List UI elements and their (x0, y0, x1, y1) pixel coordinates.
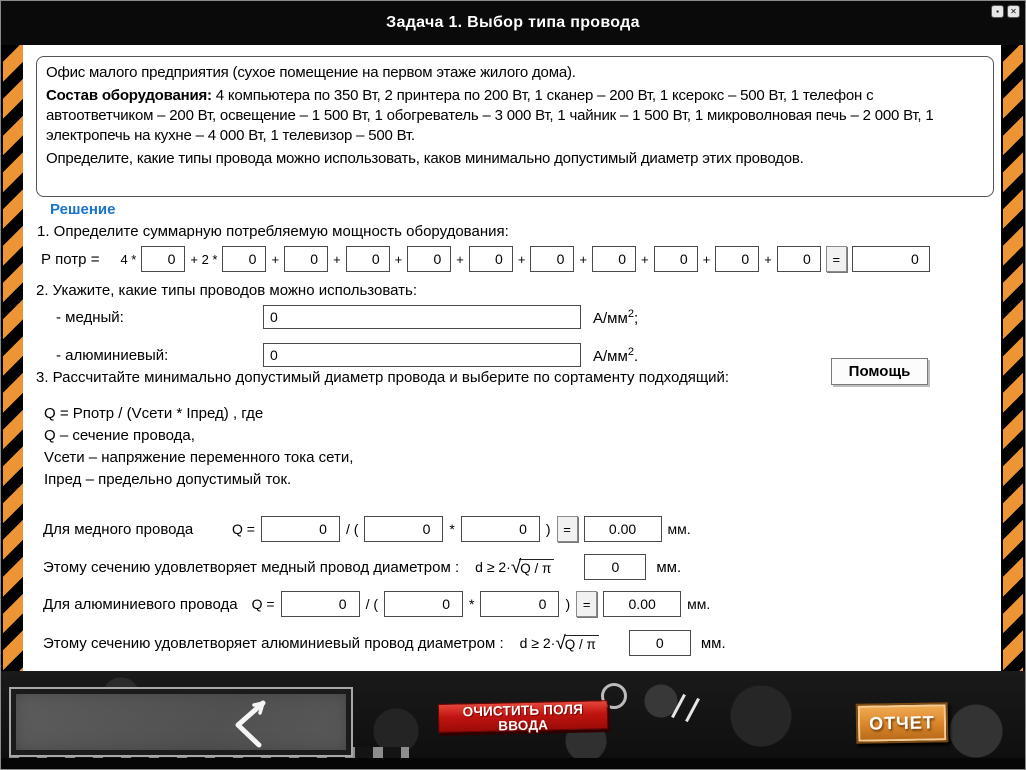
power-input-1[interactable] (141, 246, 185, 272)
power-input-6[interactable] (469, 246, 513, 272)
copper-q-label: Для медного провода (43, 520, 194, 538)
formula-block (44, 403, 353, 491)
copper-diameter-row (43, 554, 681, 580)
footer-art-band (1, 671, 1026, 770)
step1-title: 1. Определите суммарную потребляемую мощность оборудования: (37, 223, 509, 240)
power-input-2[interactable] (222, 246, 266, 272)
plus-sign: + (333, 251, 341, 267)
plus-sign: + (517, 251, 526, 267)
copper-q-row (43, 516, 691, 542)
back-panel-button[interactable] (9, 687, 353, 757)
diameter-formula: d ≥ 2· √ Q / π (475, 559, 554, 576)
plus-sign: + (764, 251, 772, 267)
copper-type-label: - медный: (56, 308, 124, 326)
aluminum-diameter-label: Этому сечению удовлетворяет алюминиевый провод диаметром : (43, 634, 504, 652)
formula-line: Q – сечение провода, (44, 427, 195, 444)
aluminum-q-row (43, 591, 710, 617)
aluminum-diameter-input[interactable] (629, 630, 691, 656)
copper-unit: $А/мм^2$; (593, 307, 639, 327)
coef-2x: + 2 * (190, 251, 218, 267)
copper-q-unit: мм. (667, 521, 691, 537)
multiply-sign: * (449, 521, 455, 537)
copper-q-result[interactable] (584, 516, 662, 542)
copper-q-input-1[interactable] (261, 516, 340, 542)
task-equipment (46, 86, 984, 146)
close-paren: ) (565, 596, 571, 612)
aluminum-q-input-1[interactable] (281, 591, 360, 617)
bottom-strip (1, 758, 1026, 770)
title-bar (1, 1, 1025, 45)
hazard-stripe-right (1003, 45, 1023, 769)
q-equals-label: Q = (251, 596, 275, 612)
footer-art (671, 694, 686, 718)
radical-icon: √ (510, 556, 522, 578)
p-total-label: Р потр = (41, 250, 100, 268)
plus-sign: + (456, 251, 464, 267)
aluminum-q-input-2[interactable] (384, 591, 463, 617)
copper-diameter-unit: мм. (656, 558, 682, 576)
window-title: Задача 1. Выбор типа провода (386, 14, 640, 31)
solution-header[interactable]: Решение (50, 201, 116, 218)
formula-line: Vсети – напряжение переменного тока сети, (44, 449, 354, 466)
equipment-label: Состав оборудования: (46, 87, 212, 104)
copper-type-input[interactable] (263, 305, 581, 329)
formula-line: Q = Рпотр / (Vсети * Iпред) , где (44, 405, 264, 422)
plus-sign: + (702, 251, 711, 267)
aluminum-diameter-row (43, 630, 726, 656)
power-input-8[interactable] (592, 246, 636, 272)
power-input-11[interactable] (777, 246, 821, 272)
equals-button-copper[interactable]: = (557, 516, 578, 542)
aluminum-unit: $А/мм^2$. (593, 345, 639, 365)
clear-fields-button[interactable]: ОЧИСТИТЬ ПОЛЯ ВВОДА (438, 700, 609, 733)
power-total-field[interactable] (852, 246, 930, 272)
power-input-5[interactable] (407, 246, 451, 272)
equipment-text: 4 компьютера по 350 Вт, 2 принтера по 200 Вт, 1 сканер – 200 Вт, 1 ксерокс – 500 Вт, 1 телефон с автоответчиком – 200 Вт, освещение – 1 500 Вт, 1 обогреватель – 3 000 Вт, 1 чайник – 1 500 Вт, 1 микроволновая печь – 2 000 Вт, 1 электропечь на кухне – 4 000 Вт, 1 телевизор – 500 Вт. (46, 87, 934, 144)
footer-art (685, 698, 700, 722)
coef-4x: 4 * (120, 251, 137, 267)
power-input-7[interactable] (530, 246, 574, 272)
equals-button-aluminum[interactable]: = (576, 591, 597, 617)
close-paren: ) (545, 521, 551, 537)
copper-diameter-label: Этому сечению удовлетворяет медный провод диаметром : (43, 558, 460, 576)
q-equals-label: Q = (232, 521, 255, 537)
back-arrow-icon (223, 695, 273, 753)
task-description-box (36, 56, 994, 197)
copper-q-input-3[interactable] (461, 516, 540, 542)
aluminum-q-result[interactable] (603, 591, 681, 617)
equals-button-step1[interactable]: = (826, 246, 847, 272)
help-button[interactable]: Помощь (831, 358, 928, 385)
step3-title: 3. Рассчитайте минимально допустимый диаметр провода и выберите по сортаменту подходящий: (36, 369, 730, 386)
power-input-9[interactable] (654, 246, 698, 272)
multiply-sign: * (469, 596, 475, 612)
aluminum-diameter-unit: мм. (700, 634, 726, 652)
copper-q-input-2[interactable] (364, 516, 443, 542)
formula-line: Iпред – предельно допустимый ток. (44, 471, 292, 488)
divide-open: / ( (365, 596, 379, 612)
minimize-button[interactable]: ▪ (991, 5, 1004, 18)
plus-sign: + (394, 251, 403, 267)
copper-type-row (56, 304, 638, 330)
plus-sign: + (579, 251, 588, 267)
aluminum-q-label: Для алюминиевого провода (43, 595, 238, 613)
power-input-10[interactable] (715, 246, 759, 272)
close-button[interactable]: ✕ (1007, 5, 1020, 18)
aluminum-type-row (56, 342, 638, 368)
plus-sign: + (271, 251, 280, 267)
aluminum-q-unit: мм. (687, 596, 711, 612)
power-sum-row (41, 246, 993, 272)
plus-sign: + (641, 251, 649, 267)
diameter-formula: d ≥ 2· √ Q / π (520, 635, 599, 652)
task-intro: Офис малого предприятия (сухое помещение на первом этаже жилого дома). (46, 64, 576, 81)
hazard-stripe-left (3, 45, 23, 769)
copper-diameter-input[interactable] (584, 554, 646, 580)
power-input-4[interactable] (346, 246, 390, 272)
divide-open: / ( (345, 521, 359, 537)
step2-title: 2. Укажите, какие типы проводов можно использовать: (36, 282, 418, 299)
radical-icon: √ (555, 632, 566, 654)
aluminum-type-label: - алюминиевый: (56, 346, 169, 364)
report-button[interactable]: ОТЧЕТ (856, 702, 949, 744)
aluminum-q-input-3[interactable] (480, 591, 559, 617)
task-question: Определите, какие типы провода можно использовать, каков минимально допустимый диаметр этих проводов. (46, 150, 804, 167)
power-input-3[interactable] (284, 246, 328, 272)
content-panel (23, 45, 1001, 671)
aluminum-type-input[interactable] (263, 343, 581, 367)
